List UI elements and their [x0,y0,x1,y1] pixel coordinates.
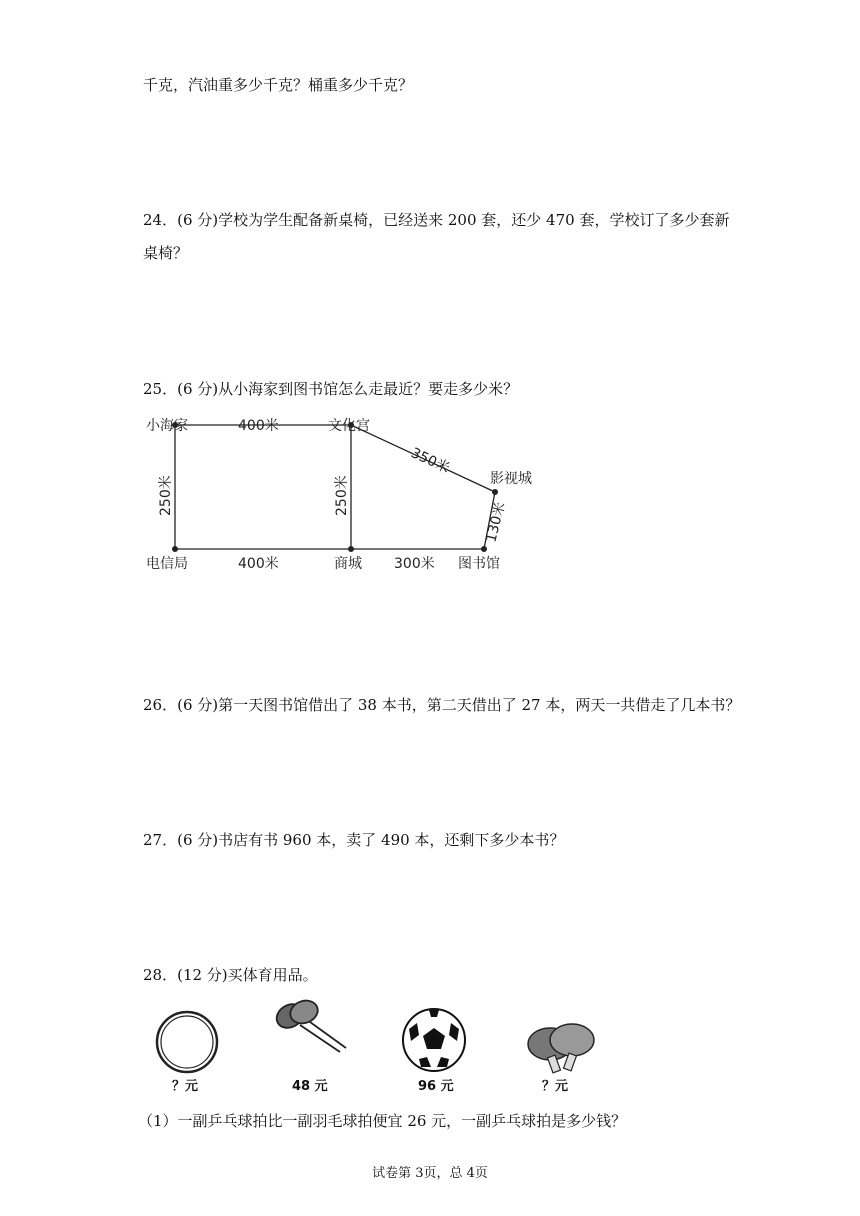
place-yingshi: 影视城 [490,471,532,487]
price-badminton: 48 元 [292,1079,328,1094]
route-map [140,406,560,586]
place-dianxin: 电信局 [146,556,188,572]
place-wenhua: 文化宫 [328,418,370,434]
q28-text: 28．(12 分)买体育用品。 [143,966,318,984]
dist-right: 130米 [483,500,509,544]
q26-text: 26．(6 分)第一天图书馆借出了 38 本书，第二天借出了 27 本，两天一共借走了几本书？ [143,696,741,714]
place-tushu: 图书馆 [458,556,500,572]
hoop-icon [152,1007,222,1077]
place-xiaohai: 小海家 [146,418,188,434]
badminton-rackets-icon [268,998,350,1060]
dist-top: 400米 [238,418,279,434]
ping-pong-paddles-icon [520,1020,602,1076]
dist-bottom-left: 400米 [238,556,279,572]
price-hoop: ？元 [172,1079,199,1094]
q27-text: 27．(6 分)书店有书 960 本，卖了 490 本，还剩下多少本书？ [143,831,565,849]
price-pingpong: ？元 [542,1079,569,1094]
page-footer: 试卷第 3页，总 4页 [372,1166,488,1181]
q24-line1: 24．(6 分)学校为学生配备新桌椅，已经送来 200 套，还少 470 套，学校订了多少套新 [143,211,730,229]
dist-left: 250米 [158,475,174,516]
q24-line2: 桌椅？ [143,244,189,262]
q28-sub1: （1）一副乒乓球拍比一副羽毛球拍便宜 26 元，一副乒乓球拍是多少钱？ [138,1112,627,1130]
dist-diag: 350米 [408,445,452,477]
price-soccer: 96 元 [418,1079,454,1094]
q23-tail: 千克，汽油重多少千克？桶重多少千克？ [143,76,414,94]
place-shangcheng: 商城 [334,556,362,572]
dist-bottom-right: 300米 [394,556,435,572]
soccer-ball-icon [401,1007,467,1073]
dist-mid: 250米 [334,475,350,516]
q25-text: 25．(6 分)从小海家到图书馆怎么走最近？要走多少米？ [143,380,519,398]
